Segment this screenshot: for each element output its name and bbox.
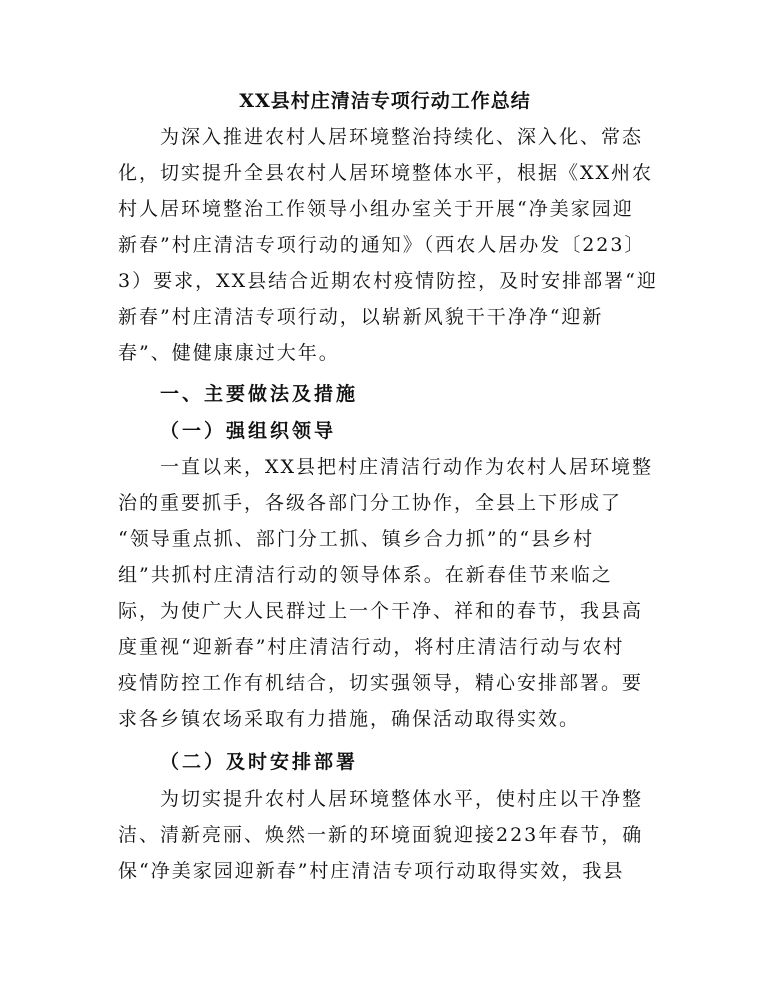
section-heading: 一、主要做法及措施 bbox=[160, 383, 359, 405]
paragraph-line: 治的重要抓手，各级各部门分工协作，全县上下形成了 bbox=[118, 492, 623, 514]
paragraph-line: 化，切实提升全县农村人居环境整体水平，根据《XX州农 bbox=[118, 162, 654, 184]
paragraph-line: 为切实提升农村人居环境整体水平，使村庄以干净整 bbox=[160, 788, 644, 810]
paragraph-line: 度重视“迎新春”村庄清洁行动，将村庄清洁行动与农村 bbox=[118, 636, 625, 658]
document-title: XX县村庄清洁专项行动工作总结 bbox=[239, 90, 531, 112]
paragraph-line: 保“净美家园迎新春”村庄清洁专项行动取得实效，我县 bbox=[118, 860, 625, 882]
subsection-heading: （一）强组织领导 bbox=[160, 420, 337, 442]
paragraph-line: 一直以来，XX县把村庄清洁行动作为农村人居环境整 bbox=[160, 456, 654, 478]
paragraph-line: 新春”村庄清洁专项行动，以崭新风貌干干净净“迎新 bbox=[118, 306, 604, 328]
paragraph-line: 组”共抓村庄清洁行动的领导体系。在新春佳节来临之 bbox=[118, 564, 613, 586]
paragraph-line: 春”、健健康康过大年。 bbox=[118, 342, 340, 364]
paragraph-line: 际，为使广大人民群过上一个干净、祥和的春节，我县高 bbox=[118, 600, 644, 622]
paragraph-line: 求各乡镇农场采取有力措施，确保活动取得实效。 bbox=[118, 708, 581, 730]
paragraph-line: 疫情防控工作有机结合，切实强领导，精心安排部署。要 bbox=[118, 672, 644, 694]
paragraph-line: 村人居环境整治工作领导小组办室关于开展“净美家园迎 bbox=[118, 198, 634, 220]
paragraph-line: 3）要求，XX县结合近期农村疫情防控，及时安排部署“迎 bbox=[118, 270, 658, 292]
paragraph-line: 新春”村庄清洁专项行动的通知》（西农人居办发〔223〕 bbox=[118, 234, 646, 256]
paragraph-line: “领导重点抓、部门分工抓、镇乡合力抓”的“县乡村 bbox=[118, 528, 595, 550]
subsection-heading: （二）及时安排部署 bbox=[160, 751, 359, 773]
paragraph-line: 洁、清新亮丽、焕然一新的环境面貌迎接223年春节，确 bbox=[118, 824, 644, 846]
paragraph-line: 为深入推进农村人居环境整治持续化、深入化、常态 bbox=[160, 126, 644, 148]
